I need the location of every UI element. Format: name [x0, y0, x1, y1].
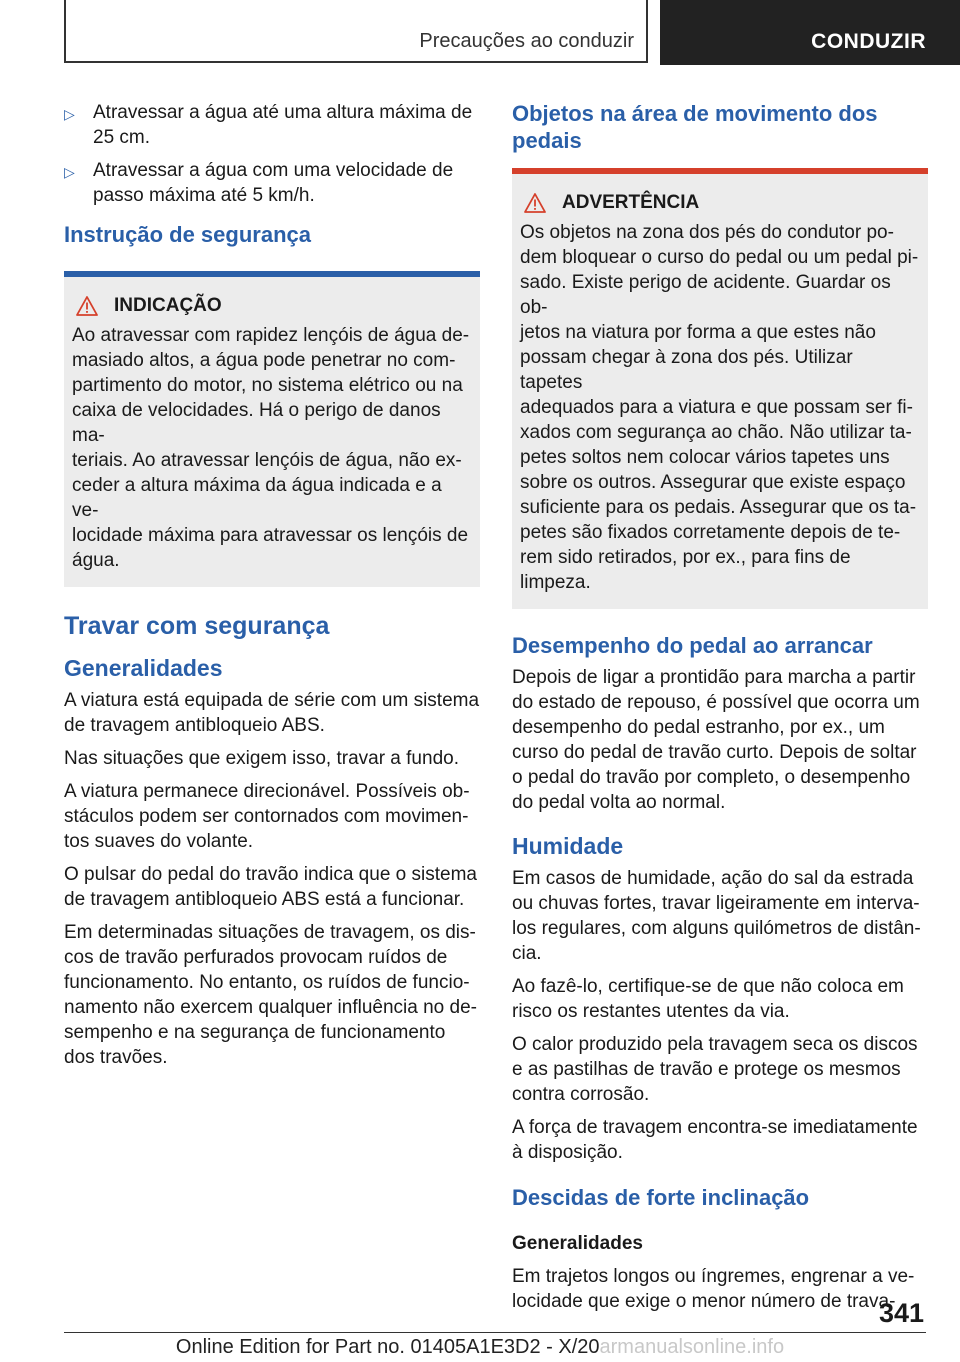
- warning-triangle-icon: [524, 193, 546, 213]
- notice-text: Ao atravessar com rapidez lençóis de água de- masiado altos, a água pode penetrar no com- partimento do motor, no sistema elétrico ou na caixa de velocidades. Há o perigo de danos ma- teriais. Ao atravessar lençóis de água, não ex- ceder a altura máxima da água indicada e a ve- locidade máxima para atravessar os lençóis de água.: [72, 325, 470, 571]
- footer: [0, 1336, 960, 1359]
- safety-heading: Instrução de segurança: [64, 222, 311, 247]
- paragraph: O pulsar do pedal do travão indica que o sistema de travagem antibloqueio ABS está a funcionar.: [64, 864, 477, 910]
- left-column: [64, 100, 480, 1078]
- edition-text: Online Edition for Part no. 01405A1E3D2 - X/20: [175, 1336, 600, 1358]
- paragraph: A força de travagem encontra-se imediatamente à disposição.: [512, 1117, 918, 1163]
- paragraph: A viatura está equipada de série com um sistema de travagem antibloqueio ABS.: [64, 690, 480, 736]
- paragraph: Em casos de humidade, ação do sal da estrada ou chuvas fortes, travar ligeiramente em interva- los regulares, com alguns quilómetros de distân- cia.: [512, 868, 921, 964]
- triangle-bullet-icon: ▷: [64, 106, 75, 122]
- pedal-heading: Desempenho do pedal ao arrancar: [512, 633, 873, 658]
- warning-box: [512, 168, 928, 609]
- warning-text: Os objetos na zona dos pés do condutor po- dem bloquear o curso do pedal ou um pedal pi- sado. Existe perigo de acidente. Guardar os ob- jetos na viatura por forma a que estes não possam chegar à zona dos pés. Utilizar tapetes adequados para a viatura e que possam ser fi- xados com segurança ao chão. Não utilizar ta- petes soltos nem colocar vários tapetes uns sobre os outros. Assegurar que existe espaço suficiente para os pedais. Assegurar que os ta- petes são fixados corretamente depois de te- rem sido retirados, por ex., para fins de limpeza.: [520, 222, 919, 593]
- header-chapter-title: CONDUZIR: [811, 30, 926, 53]
- paragraph: Depois de ligar a prontidão para marcha a partir do estado de repouso, é possível que ocorra um desempenho do pedal estranho, por ex., um curso do pedal de travão curto. Depois de soltar o pedal do travão por completo, o desempenho do pedal volta ao normal.: [512, 667, 920, 813]
- list-item: [64, 100, 480, 150]
- triangle-bullet-icon: ▷: [64, 164, 75, 180]
- warning-title: ADVERTÊNCIA: [562, 192, 700, 213]
- paragraph: Ao fazê-lo, certifique-se de que não coloca em risco os restantes utentes da via.: [512, 976, 904, 1022]
- right-column: [512, 100, 928, 1322]
- header-chapter-tab: [660, 0, 960, 65]
- watermark: armanualsonline.info: [599, 1336, 785, 1358]
- page-number: 341: [878, 1298, 924, 1328]
- notice-box: [64, 271, 480, 587]
- warning-triangle-icon: [76, 296, 98, 316]
- header-section-title: Precauções ao conduzir: [419, 30, 634, 52]
- paragraph: A viatura permanece direcionável. Possíveis ob- stáculos podem ser contornados com movimen- tos suaves do volante.: [64, 781, 470, 852]
- humidity-heading: Humidade: [512, 833, 624, 859]
- descent-heading: Descidas de forte inclinação: [512, 1185, 810, 1210]
- paragraph: O calor produzido pela travagem seca os discos e as pastilhas de travão e protege os mesmos contra corrosão.: [512, 1034, 918, 1105]
- objects-heading: Objetos na área de movimento dos pedais: [512, 101, 878, 153]
- brake-heading: Travar com segurança: [64, 612, 330, 640]
- footer-divider: [64, 1332, 926, 1333]
- bullet-text: Atravessar a água com uma velocidade de passo máxima até 5 km/h.: [93, 160, 454, 206]
- descent-subheading: Generalidades: [512, 1233, 643, 1254]
- header-section-box: [64, 0, 648, 63]
- paragraph: Em trajetos longos ou íngremes, engrenar a ve- locidade que exige o menor número de trava-: [512, 1266, 915, 1312]
- paragraph: Em determinadas situações de travagem, os dis- cos de travão perfurados provocam ruídos de funcionamento. No entanto, os ruídos de funcio- namento não exercem qualquer influência no de- sempenho e na segurança de funcionamento dos travões.: [64, 922, 477, 1068]
- paragraph: Nas situações que exigem isso, travar a fundo.: [64, 748, 459, 769]
- list-item: [64, 158, 480, 208]
- general-heading: Generalidades: [64, 655, 223, 681]
- notice-title: INDICAÇÃO: [114, 295, 222, 316]
- bullet-text: Atravessar a água até uma altura máxima de 25 cm.: [93, 102, 473, 148]
